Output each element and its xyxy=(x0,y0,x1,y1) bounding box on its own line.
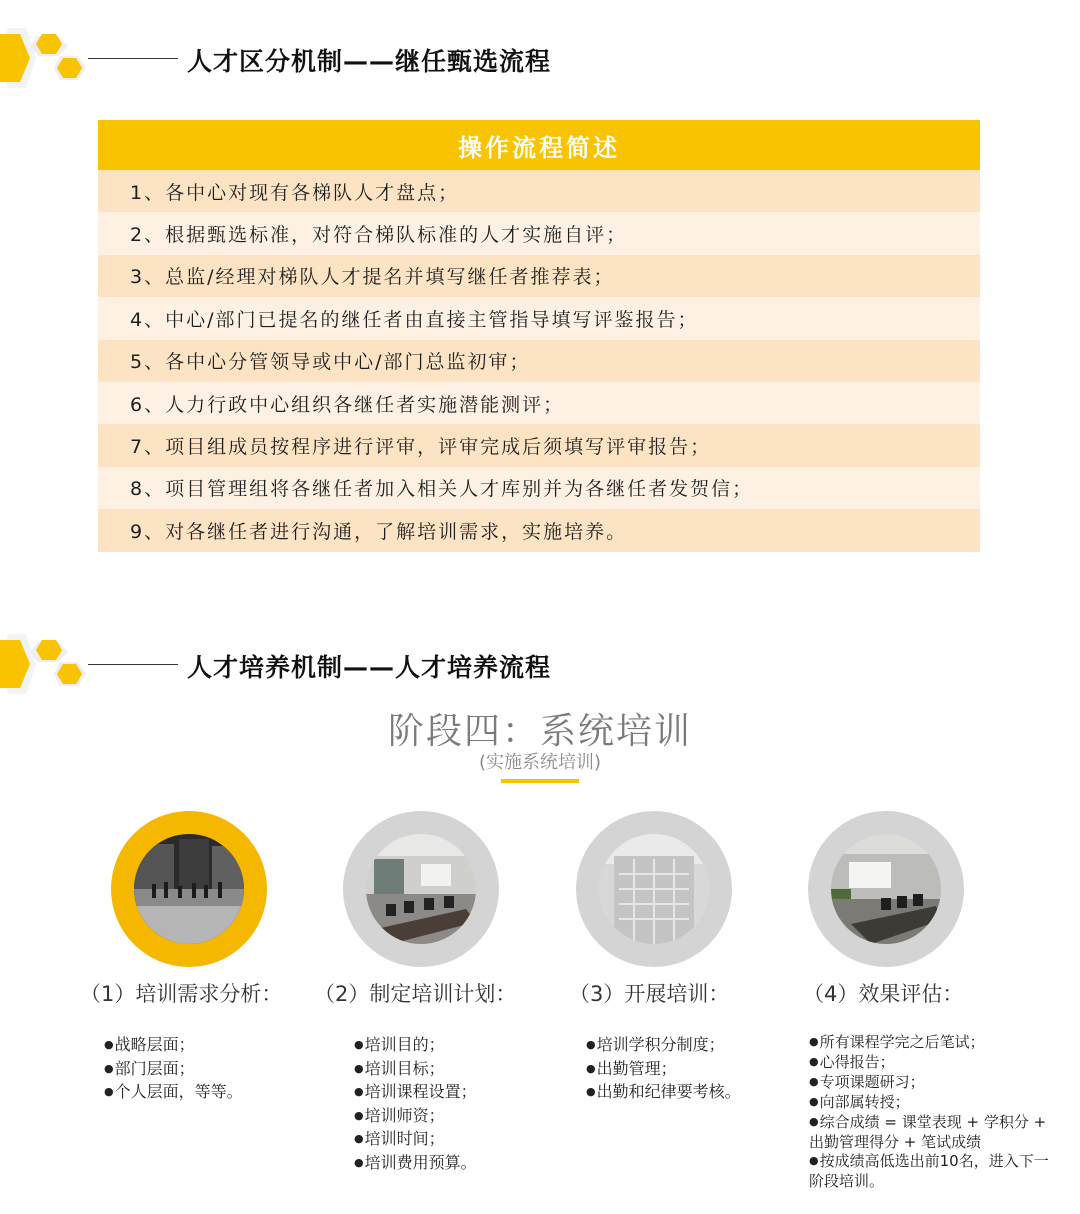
list-item: ● 所有课程学完之后笔试； xyxy=(809,1033,1059,1053)
list-item: ● 部门层面； xyxy=(104,1058,243,1082)
process-row: 8、项目管理组将各继任者加入相关人才库别并为各继任者发贺信； xyxy=(98,467,980,509)
step-2-list xyxy=(354,1034,477,1175)
step-image-evaluation xyxy=(808,811,964,967)
list-item: ● 培训课程设置； xyxy=(354,1081,477,1105)
list-item: ● 出勤和纪律要考核。 xyxy=(586,1081,741,1105)
list-item: ● 专项课题研习； xyxy=(809,1073,1059,1093)
process-row: 2、根据甄选标准，对符合梯队标准的人才实施自评； xyxy=(98,212,980,254)
step-title: （2）制定培训计划： xyxy=(314,982,517,1006)
step-title: （1）培训需求分析： xyxy=(80,982,283,1006)
list-item: ● 战略层面； xyxy=(104,1034,243,1058)
section-title-2: 人才培养机制——人才培养流程 xyxy=(187,653,552,682)
list-item: ● 培训学积分制度； xyxy=(586,1034,741,1058)
conference-room-photo xyxy=(831,834,941,944)
step-image-needs xyxy=(111,811,267,967)
building-photo xyxy=(599,834,709,944)
stage-underline xyxy=(501,779,579,783)
list-item: ● 培训费用预算。 xyxy=(354,1152,477,1176)
step-image-training xyxy=(576,811,732,967)
stage-title: 阶段四：系统培训 xyxy=(387,711,692,752)
step-title: （4）效果评估： xyxy=(803,982,964,1006)
step-title: （3）开展培训： xyxy=(569,982,730,1006)
meeting-room-photo xyxy=(366,834,476,944)
process-row: 4、中心/部门已提名的继任者由直接主管指导填写评鉴报告； xyxy=(98,297,980,339)
hexagon-decoration xyxy=(0,22,110,92)
title-rule xyxy=(88,664,178,665)
process-row: 7、项目组成员按程序进行评审，评审完成后须填写评审报告； xyxy=(98,424,980,466)
hexagon-decoration xyxy=(0,628,110,698)
stage-subtitle: (实施系统培训) xyxy=(478,752,602,773)
step-image-plan xyxy=(343,811,499,967)
list-item: ● 向部属转授； xyxy=(809,1093,1059,1113)
step-4-list xyxy=(809,1033,1059,1191)
process-row: 1、各中心对现有各梯队人才盘点； xyxy=(98,170,980,212)
process-table-header: 操作流程简述 xyxy=(98,120,980,170)
list-item: ● 培训时间； xyxy=(354,1128,477,1152)
list-item: ● 个人层面，等等。 xyxy=(104,1081,243,1105)
list-item: ● 出勤管理； xyxy=(586,1058,741,1082)
process-row: 6、人力行政中心组织各继任者实施潜能测评； xyxy=(98,382,980,424)
crowd-photo xyxy=(134,834,244,944)
process-row: 5、各中心分管领导或中心/部门总监初审； xyxy=(98,340,980,382)
list-item: ● 综合成绩 = 课堂表现 + 学积分 + 出勤管理得分 + 笔试成绩 xyxy=(809,1113,1059,1152)
list-item: ● 培训师资； xyxy=(354,1105,477,1129)
section-title-1: 人才区分机制——继任甄选流程 xyxy=(187,47,552,76)
list-item: ● 培训目的； xyxy=(354,1034,477,1058)
list-item: ● 按成绩高低选出前10名，进入下一阶段培训。 xyxy=(809,1152,1059,1191)
step-1-list xyxy=(104,1034,243,1105)
step-3-list xyxy=(586,1034,741,1105)
process-row: 3、总监/经理对梯队人才提名并填写继任者推荐表； xyxy=(98,255,980,297)
list-item: ● 培训目标； xyxy=(354,1058,477,1082)
process-row: 9、对各继任者进行沟通，了解培训需求，实施培养。 xyxy=(98,509,980,551)
title-rule xyxy=(88,58,178,59)
list-item: ● 心得报告； xyxy=(809,1053,1059,1073)
process-table xyxy=(98,120,980,552)
